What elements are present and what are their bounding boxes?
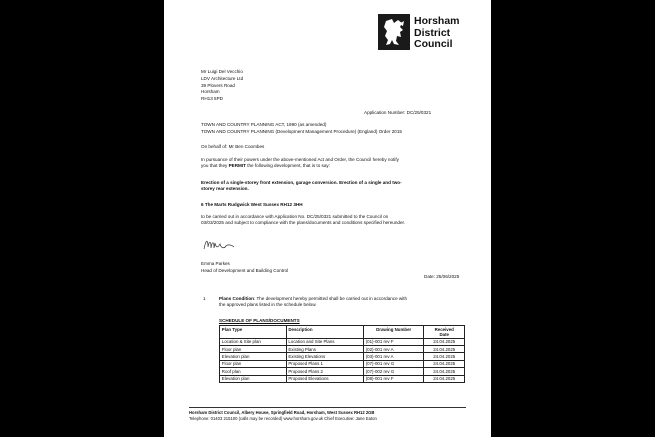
council-name-line3: Council	[414, 38, 453, 50]
cell-received-date: 24.04.2025	[424, 368, 465, 375]
table-row	[220, 375, 465, 382]
header-received-date	[424, 326, 465, 339]
permit-keyword: PERMIT	[228, 163, 246, 168]
cell-plan-type: Roof plan	[220, 368, 287, 375]
recipient-address	[201, 69, 243, 103]
header-received: Received	[434, 326, 454, 332]
cell-description: Proposed Plans 2	[286, 368, 363, 375]
decision-date: Date: 25/06/2025	[424, 274, 460, 279]
table-row	[220, 360, 465, 367]
carried-line-2: 03/03/2025 and subject to compliance with the plans/documents and conditions specified hereunder.	[201, 220, 406, 225]
cell-drawing-number: (08)-001 rev F	[363, 375, 424, 382]
table-row	[220, 338, 465, 345]
development-description	[201, 180, 402, 192]
footer-contact: Telephone: 01403 215100 (calls may be recorded) www.horsham.gov.uk Chief Executive: Jane Eaton	[189, 416, 377, 421]
on-behalf-of: On behalf of: Mr Ben Coombes	[201, 144, 265, 149]
cell-plan-type: Floor plan	[220, 360, 287, 367]
cell-description: Proposed Elevations	[286, 375, 363, 382]
signatory-role: Head of Development and Building Control	[201, 268, 289, 273]
table-header-row	[220, 326, 465, 339]
cell-drawing-number: (07)-001 rev G	[363, 360, 424, 367]
schedule-heading: SCHEDULE OF PLANS/DOCUMENTS	[219, 318, 300, 323]
cell-description: Proposed Plans 1	[286, 360, 363, 367]
lion-crest-icon	[378, 14, 410, 50]
council-logo	[378, 14, 478, 54]
condition-line-2: the approved plans listed in the schedule below.	[219, 302, 317, 307]
condition-number: 1	[203, 296, 206, 301]
header-description: Description	[286, 326, 363, 339]
cell-drawing-number: (07)-002 rev G	[363, 368, 424, 375]
permit-text-after: the following development, that is to say:	[245, 163, 330, 168]
address-line: 39 Plovers Road	[201, 82, 235, 88]
cell-description: Existing Plans	[286, 345, 363, 352]
development-line-2: storey rear extension.	[201, 186, 249, 191]
plans-schedule-table	[219, 325, 465, 383]
cell-drawing-number: (02)-001 rev A	[363, 345, 424, 352]
carried-line-1: to be carried out in accordance with Application No. DC/25/0321 submitted to the Council on	[201, 214, 389, 219]
council-name-line1: Horsham	[414, 15, 460, 27]
order-title: TOWN AND COUNTRY PLANNING (Development Management Procedure) (England) Order 2015	[201, 129, 402, 134]
carried-out-paragraph	[201, 214, 405, 226]
cell-drawing-number: (03)-001 rev A	[363, 353, 424, 360]
cell-description: Location and Site Plans	[286, 338, 363, 345]
permit-line-2	[201, 163, 399, 169]
address-line: LDV Architecture Ltd	[201, 75, 244, 81]
signature	[202, 235, 236, 255]
condition-title: Plans Condition	[219, 296, 254, 301]
cell-plan-type: Floor plan	[220, 345, 287, 352]
condition-text	[219, 296, 407, 308]
cell-received-date: 24.04.2025	[424, 353, 465, 360]
cell-received-date: 24.04.2025	[424, 345, 465, 352]
cell-received-date: 24.04.2025	[424, 338, 465, 345]
cell-received-date: 24.04.2025	[424, 360, 465, 367]
address-line: RH13 5PD	[201, 96, 223, 102]
cell-drawing-number: (01)-001 rev F	[363, 338, 424, 345]
header-plan-type: Plan Type	[220, 326, 287, 339]
cell-received-date: 24.04.2025	[424, 375, 465, 382]
act-title: TOWN AND COUNTRY PLANNING ACT, 1990 (as amended)	[201, 122, 327, 127]
header-date: Date	[439, 331, 449, 337]
site-address: 6 The Marts Rudgwick West Sussex RH12 3HH	[201, 202, 303, 207]
permit-line-1: In pursuance of their powers under the above-mentioned Act and Order, the Council hereby notify	[201, 157, 399, 162]
cell-plan-type: Location & Site plan	[220, 338, 287, 345]
document-page	[164, 0, 491, 437]
condition-text-rest: : The development hereby permitted shall be carried out in accordance with	[253, 296, 408, 301]
header-drawing-number: Drawing Number	[363, 326, 424, 339]
address-line: Mr Luigi Del Vecchio	[201, 69, 243, 74]
signatory-name: Emma Parkes	[201, 261, 230, 266]
cell-plan-type: Elevation plan	[220, 353, 287, 360]
permit-text-before: you that they	[201, 163, 229, 168]
footer-address: Horsham District Council, Albery House, Springfield Road, Horsham, West Sussex RH12 2GB	[189, 410, 375, 415]
council-name-line2: District	[414, 26, 451, 39]
development-line-1: Erection of a single-storey front extension, garage conversion. Erection of a single and two-	[201, 180, 402, 185]
table-row	[220, 368, 465, 375]
application-number: Application Number: DC/25/0321	[364, 110, 432, 115]
table-row	[220, 353, 465, 360]
table-row	[220, 345, 465, 352]
footer-divider	[189, 407, 466, 408]
cell-plan-type: Elevation plan	[220, 375, 287, 382]
permit-paragraph	[201, 157, 399, 169]
address-line: Horsham	[201, 89, 220, 95]
cell-description: Existing Elevations	[286, 353, 363, 360]
